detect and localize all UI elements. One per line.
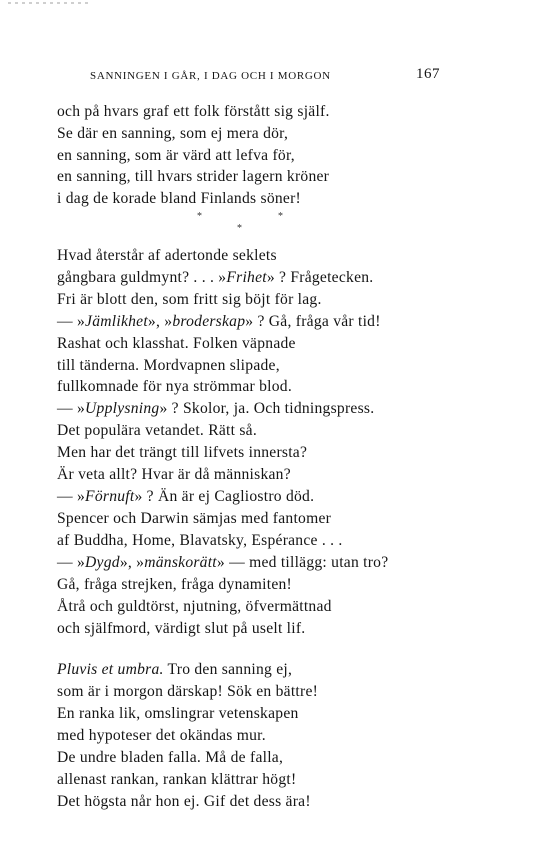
running-header: [90, 66, 440, 84]
scan-artifact: [8, 2, 92, 4]
verse-line: — »Jämlikhet», »broderskap» ? Gå, fråga vår tid!: [57, 313, 381, 330]
verse-line: — »Dygd», »mänskorätt» — med tillägg: utan tro?: [57, 554, 389, 571]
verse-line: allenast rankan, rankan klättrar högt!: [57, 771, 297, 788]
verse-line: — »Förnuft» ? Än är ej Cagliostro död.: [57, 488, 315, 505]
verse-line: och på hvars graf ett folk förstått sig själf.: [57, 103, 330, 120]
verse-line: till tänderna. Mordvapnen slipade,: [57, 357, 280, 374]
verse-line: Gå, fråga strejken, fråga dynamiten!: [57, 576, 293, 593]
verse-line: en sanning, till hvars strider lagern kröner: [57, 168, 330, 185]
verse-line: i dag de korade bland Finlands söner!: [57, 190, 301, 207]
verse-line: En ranka lik, omslingrar vetenskapen: [57, 705, 299, 722]
verse-line: med hypoteser det okändas mur.: [57, 727, 266, 744]
verse-line: gångbara guldmynt? . . . »Frihet» ? Frågetecken.: [57, 269, 374, 286]
section-separator: [0, 206, 544, 246]
verse-line: Hvad återstår af adertonde seklets: [57, 247, 277, 264]
asterisk: *: [278, 211, 283, 222]
verse-line: som är i morgon därskap! Sök en bättre!: [57, 683, 319, 700]
verse-line: Se där en sanning, som ej mera dör,: [57, 125, 289, 142]
asterisk: *: [197, 211, 202, 222]
verse-line: Det högsta når hon ej. Gif det dess ära!: [57, 793, 311, 810]
verse-line: Är veta allt? Hvar är då människan?: [57, 466, 291, 483]
verse-line: fullkomnade för nya strömmar blod.: [57, 378, 292, 395]
verse-line: Spencer och Darwin sämjas med fantomer: [57, 510, 332, 527]
verse-line: Men har det trängt till lifvets innersta?: [57, 444, 308, 461]
verse-line: Rashat och klasshat. Folken väpnade: [57, 335, 296, 352]
verse-line: af Buddha, Home, Blavatsky, Espérance . . .: [57, 532, 343, 549]
verse-line: De undre bladen falla. Må de falla,: [57, 749, 284, 766]
verse-line: Det populära vetandet. Rätt så.: [57, 422, 258, 439]
verse-line: Pluvis et umbra. Tro den sanning ej,: [57, 661, 293, 678]
verse-line: och själfmord, värdigt slut på uselt lif.: [57, 620, 306, 637]
verse-line: — »Upplysning» ? Skolor, ja. Och tidningspress.: [57, 400, 375, 417]
asterisk: *: [237, 223, 242, 234]
running-title: SANNINGEN I GÅR, I DAG OCH I MORGON: [90, 70, 331, 82]
page-number: 167: [416, 66, 440, 82]
verse-line: Åtrå och guldtörst, njutning, öfvermättnad: [57, 598, 332, 615]
verse-line: Fri är blott den, som fritt sig böjt för lag.: [57, 291, 322, 308]
verse-line: en sanning, som är värd att lefva för,: [57, 147, 295, 164]
